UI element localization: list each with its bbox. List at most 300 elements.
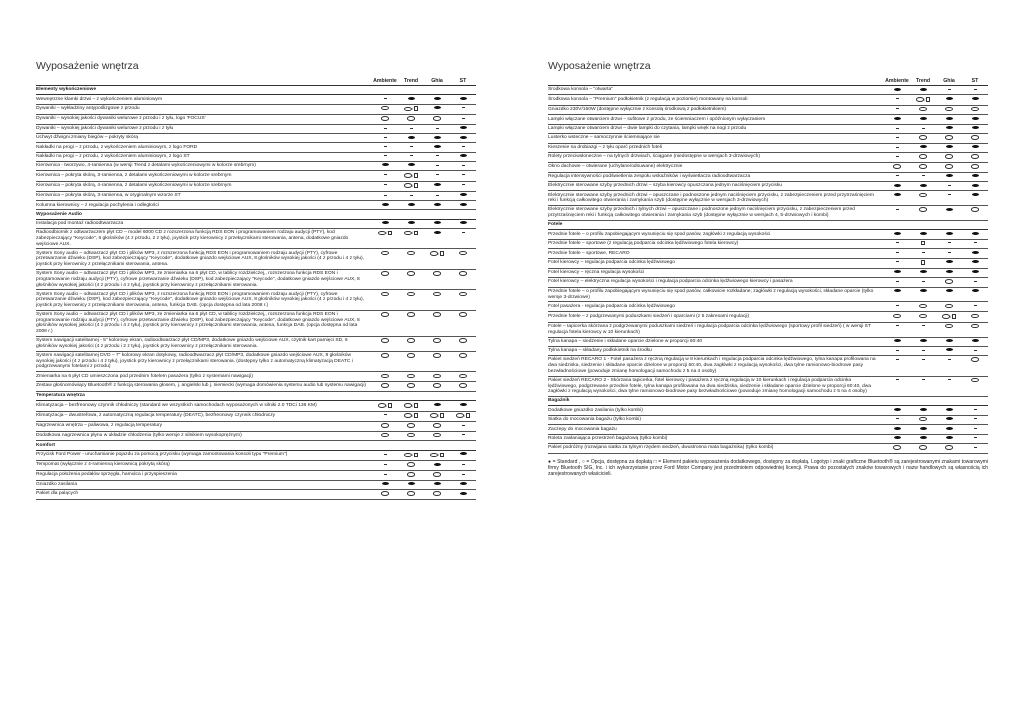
option-icon bbox=[407, 472, 415, 476]
cell-trend bbox=[398, 423, 424, 429]
standard-icon bbox=[946, 145, 953, 151]
cell-st bbox=[450, 292, 476, 298]
cell-trend bbox=[398, 230, 424, 237]
cell-trend bbox=[910, 279, 936, 285]
option-icon bbox=[971, 154, 979, 160]
cell-st bbox=[962, 445, 988, 451]
cell-trend bbox=[398, 135, 424, 141]
standard-icon bbox=[920, 145, 927, 151]
option-icon bbox=[945, 107, 953, 113]
option-package-icon bbox=[404, 173, 419, 180]
not-available-dash bbox=[384, 452, 387, 458]
cell-ambiente bbox=[372, 230, 398, 237]
cell-trend bbox=[398, 271, 424, 277]
not-available-dash bbox=[922, 325, 925, 326]
not-available-dash bbox=[922, 348, 925, 354]
option-package-icon bbox=[404, 403, 419, 410]
standard-icon bbox=[408, 482, 415, 485]
option-icon bbox=[971, 324, 979, 328]
cell-trend bbox=[910, 174, 936, 180]
col-ghia: Ghia bbox=[431, 78, 443, 84]
cell-trend bbox=[398, 106, 424, 113]
cell-trend bbox=[910, 445, 936, 451]
not-available-dash bbox=[896, 359, 899, 360]
standard-icon bbox=[460, 135, 467, 141]
cell-ambiente bbox=[372, 292, 398, 298]
standard-icon bbox=[946, 174, 953, 177]
table-row bbox=[548, 312, 988, 322]
package-icon bbox=[440, 413, 445, 418]
option-icon bbox=[893, 445, 901, 449]
feature-description: Radioodbiornik z odtwarzaczem płyt CD – model 6000 CD z rozszerzona funkcją RDS EON i programowaniem rodzaju audycji (PTY), kod zabezpieczający "Keycode", 6 głośników (4 z przodu, 2 z tyłu), joystick przy kierownicy z przełącznikami sterowania, antena, dodatkowe gniazdo wejściowe AUX. bbox=[36, 230, 349, 247]
cell-ambiente bbox=[884, 445, 910, 451]
cell-trend bbox=[398, 116, 424, 122]
not-available-dash bbox=[974, 242, 977, 243]
option-icon bbox=[971, 314, 979, 318]
standard-icon bbox=[946, 97, 953, 100]
standard-icon bbox=[382, 221, 389, 227]
column-headers bbox=[36, 77, 476, 85]
option-icon bbox=[919, 314, 927, 318]
feature-description: Lusterko wsteczne – samoczynnie ściemniające sie bbox=[548, 135, 660, 141]
cell-ambiente bbox=[372, 116, 398, 122]
standard-icon bbox=[946, 427, 953, 430]
not-available-dash bbox=[462, 116, 465, 122]
cell-ghia bbox=[936, 348, 962, 354]
not-available-dash bbox=[436, 193, 439, 199]
cell-st bbox=[962, 135, 988, 141]
standard-icon bbox=[972, 251, 979, 254]
table-row bbox=[548, 435, 988, 444]
table-row bbox=[36, 490, 476, 500]
feature-description: System Sony audio – odtwarzacz płyt CD i plików MP3, ze zmieniarka na 6 płyt CD, w tablicy rozdzielczej,, rozszerzona funkcja RDS EON i programowanie rodzaju audycji (PTY), cyfrowe przetwarzanie dźwieku (DSP), kod zabezpieczający "Keycode", dodatkowe gniazdo wejściowe AUX, 8 głośników wysokiej jakości (4 z przodu i 4 z tyłu), joystick przy kierownicy z przełącznikami sterowania. bbox=[36, 271, 360, 288]
standard-icon bbox=[946, 145, 953, 148]
standard-icon bbox=[946, 270, 953, 276]
option-icon bbox=[459, 353, 467, 359]
cell-ghia bbox=[936, 174, 962, 180]
standard-icon bbox=[382, 163, 389, 169]
option-icon bbox=[433, 472, 441, 478]
option-icon bbox=[430, 453, 438, 457]
cell-trend bbox=[398, 145, 424, 151]
feature-description: Pakiet podróżny (rozwijana siatka za tylnym rzędem siedzeń, dwustronna mata bagażnika) (tylko kombi) bbox=[548, 445, 774, 451]
not-available-dash bbox=[896, 241, 899, 247]
cell-ambiente bbox=[372, 472, 398, 478]
standard-icon bbox=[434, 203, 441, 209]
feature-description: System Sony audio – odtwarzacz płyt CD i plików MP3, z rozszerzona funkcją RDS EON i programowaniem rodzaju audycji (PTY), cyfrowe przetwarzanie dźwieku (DSP), kod zabezpieczający "Keycode", dodatkowe gniazdo wejściowe AUX, 8 głośników wysokiej jakości (4 z przodu i 4 z tyłu), joystick przy kierownicy z przełącznikami sterowania, antena. bbox=[36, 250, 365, 268]
standard-icon bbox=[920, 232, 927, 238]
cell-st bbox=[450, 353, 476, 359]
cell-ghia bbox=[936, 324, 962, 330]
not-available-dash bbox=[896, 357, 899, 363]
option-icon bbox=[404, 453, 412, 457]
cell-ambiente bbox=[372, 491, 398, 497]
cell-trend bbox=[398, 126, 424, 132]
cell-ambiente bbox=[884, 357, 910, 363]
standard-icon bbox=[972, 126, 979, 129]
standard-icon bbox=[972, 97, 979, 100]
feature-description: Przycisk Ford Power - uruchamianie pojazdu za pomocą przycisku (wymaga zamontowania konsoli typu "Premium") bbox=[36, 452, 288, 458]
not-available-dash bbox=[896, 98, 899, 99]
standard-icon bbox=[946, 289, 953, 295]
not-available-dash bbox=[436, 128, 439, 129]
option-icon bbox=[456, 413, 464, 417]
table-row bbox=[36, 134, 476, 143]
cell-trend bbox=[910, 183, 936, 189]
feature-description: Przednie fotele – z podgrzewanymi poduszkami siedzeń i oparciami (z 5 zakresami regulacji) bbox=[548, 313, 750, 319]
not-available-dash bbox=[948, 359, 951, 360]
cell-st bbox=[450, 163, 476, 169]
standard-icon bbox=[972, 117, 979, 123]
cell-ambiente bbox=[372, 106, 398, 112]
standard-icon bbox=[460, 193, 467, 196]
standard-icon bbox=[946, 408, 953, 414]
not-available-dash bbox=[974, 437, 977, 438]
feature-description: System Sony audio – odtwarzacz płyt CD i plików MP3, z rozszerzona funkcją RDS EON i programowaniem rodzaju audycji (PTY), cyfrowe przetwarzanie dźwieku (DSP), kod zabezpieczający "Keycode", dodatkowe gniazdo wejściowe AUX, 8 głośników wysokiej jakości (4 z przodu i 4 z tyłu), joystick przy kierownicy z przełącznikami sterowania, antena, funkcja DAB. (opcja dostępna od lata 2008 r.) bbox=[36, 291, 365, 308]
standard-icon bbox=[434, 183, 441, 189]
standard-icon bbox=[946, 417, 953, 420]
cell-trend bbox=[910, 408, 936, 414]
separator-slash: / bbox=[924, 96, 926, 102]
package-icon bbox=[921, 260, 926, 265]
option-icon bbox=[381, 433, 389, 437]
not-available-dash bbox=[384, 195, 387, 196]
standard-icon bbox=[434, 230, 441, 236]
table-row bbox=[548, 206, 988, 221]
option-icon bbox=[407, 374, 415, 380]
feature-description: Zmieniarka na 6 płyt CD umieszczona pod przednim fotelem pasażera (tylko z systemami nawigacji) bbox=[36, 373, 253, 379]
section-header-row bbox=[548, 397, 988, 406]
not-available-dash bbox=[896, 252, 899, 253]
standard-icon bbox=[434, 221, 441, 227]
standard-icon bbox=[972, 270, 979, 273]
not-available-dash bbox=[462, 464, 465, 465]
standard-icon bbox=[408, 97, 415, 100]
standard-icon bbox=[382, 482, 389, 488]
option-icon bbox=[459, 383, 467, 389]
feature-description: System nawigacji satelitarnej DVD – 7" kolorowy ekran dotykowy, radioodtwarzacz płyt CD/MP3, dodatkowe gniazdo wejściowe AUX, 8 głośników wysokiej jakości (4 z przodu i 4 z tyłu), joystick przy kierownicy z przełącznikami sterowania. (dostępny tylko z automatyczną klimatyzacją DEATC i podgrzewanymi fotelami z przodu) bbox=[36, 353, 353, 370]
standard-icon bbox=[946, 208, 953, 211]
package-icon bbox=[926, 97, 931, 102]
cell-trend bbox=[910, 232, 936, 238]
not-available-dash bbox=[896, 251, 899, 257]
table-row bbox=[548, 278, 988, 288]
table-row bbox=[36, 412, 476, 422]
not-available-dash bbox=[410, 128, 413, 129]
not-available-dash bbox=[948, 379, 951, 380]
standard-icon bbox=[920, 184, 927, 187]
cell-ghia bbox=[424, 403, 450, 409]
standard-icon bbox=[946, 339, 953, 345]
option-icon bbox=[459, 353, 467, 357]
cell-st bbox=[962, 126, 988, 132]
standard-icon bbox=[434, 106, 441, 112]
not-available-dash bbox=[974, 279, 977, 285]
cell-ambiente bbox=[884, 154, 910, 160]
option-icon bbox=[945, 445, 953, 451]
cell-ghia bbox=[936, 408, 962, 414]
option-icon bbox=[407, 251, 415, 255]
cell-trend bbox=[910, 314, 936, 320]
table-row bbox=[548, 269, 988, 278]
standard-icon bbox=[894, 436, 901, 439]
standard-icon bbox=[894, 232, 901, 238]
feature-description: Zestaw głośnomówiący Bluetooth® z funkcją sterowania głosem, j. angielski lub j. niemiecki (wymaga domówienia systemu audio lub systemu nawigacji) bbox=[36, 383, 367, 389]
cell-ambiente bbox=[372, 271, 398, 277]
option-icon bbox=[433, 271, 441, 275]
option-icon bbox=[919, 135, 927, 141]
not-available-dash bbox=[896, 378, 899, 384]
option-icon bbox=[893, 164, 901, 168]
option-icon bbox=[381, 251, 389, 255]
table-row bbox=[548, 240, 988, 250]
standard-icon bbox=[382, 221, 389, 224]
cell-ghia bbox=[936, 97, 962, 103]
cell-st bbox=[450, 462, 476, 468]
cell-trend bbox=[398, 173, 424, 180]
col-ghia: Ghia bbox=[943, 78, 955, 84]
table-row bbox=[36, 471, 476, 481]
standard-icon bbox=[408, 221, 415, 224]
standard-icon bbox=[434, 403, 441, 409]
option-icon bbox=[430, 413, 438, 417]
standard-icon bbox=[434, 135, 441, 141]
option-icon bbox=[893, 314, 901, 318]
option-package-icon bbox=[378, 403, 393, 410]
standard-icon bbox=[434, 97, 441, 103]
cell-ambiente bbox=[884, 348, 910, 354]
section-title: Fotele bbox=[548, 222, 563, 228]
not-available-dash bbox=[974, 409, 977, 410]
option-icon bbox=[945, 135, 953, 139]
standard-icon bbox=[894, 88, 901, 91]
cell-ambiente bbox=[372, 423, 398, 429]
feature-description: Regulacja intensywności podświetlenia zespołu wskaźników i wyświetlacza radioodtwarzacza bbox=[548, 174, 751, 180]
cell-st bbox=[962, 107, 988, 113]
cell-st bbox=[450, 482, 476, 488]
standard-icon bbox=[408, 136, 415, 139]
standard-icon bbox=[972, 260, 979, 263]
option-icon bbox=[407, 491, 415, 495]
option-icon bbox=[942, 314, 950, 318]
cell-st bbox=[450, 135, 476, 141]
cell-ghia bbox=[424, 97, 450, 103]
standard-icon bbox=[894, 270, 901, 273]
table-row bbox=[548, 163, 988, 173]
standard-icon bbox=[408, 221, 415, 227]
table-row bbox=[36, 451, 476, 461]
not-available-dash bbox=[384, 146, 387, 147]
cell-trend bbox=[910, 126, 936, 132]
standard-icon bbox=[920, 117, 927, 120]
table-row bbox=[548, 106, 988, 116]
option-icon bbox=[433, 338, 441, 344]
table-row bbox=[548, 347, 988, 356]
not-available-dash bbox=[896, 108, 899, 109]
package-icon bbox=[440, 453, 445, 458]
cell-st bbox=[450, 312, 476, 318]
cell-st bbox=[450, 230, 476, 236]
separator-slash: / bbox=[386, 402, 388, 408]
standard-icon bbox=[920, 289, 927, 295]
not-available-dash bbox=[948, 193, 951, 199]
equipment-table-right bbox=[548, 85, 988, 454]
cell-ghia bbox=[936, 251, 962, 257]
option-icon bbox=[971, 164, 979, 168]
standard-icon bbox=[972, 97, 979, 103]
not-available-dash bbox=[410, 155, 413, 156]
not-available-dash bbox=[462, 425, 465, 426]
standard-icon bbox=[434, 462, 441, 468]
feature-description: Kierownica – pokryta skórą, 3-ramienna, z detalami wykończeniowymi w kolorze srebrnym bbox=[36, 172, 232, 178]
feature-description: Fotel kierowcy – ręczna regulacja wysokości bbox=[548, 269, 645, 275]
not-available-dash bbox=[896, 242, 899, 243]
not-available-dash bbox=[462, 163, 465, 169]
standard-icon bbox=[894, 289, 901, 292]
cell-st bbox=[450, 413, 476, 420]
option-icon bbox=[381, 423, 389, 427]
not-available-dash bbox=[384, 183, 387, 189]
option-icon bbox=[433, 271, 441, 277]
option-icon bbox=[919, 193, 927, 199]
feature-description: Pakiet siedzeń RECARO 1 - Fotel pasażera z ręczną regulacją w 8 kierunkach i regulacja podparcia odcinka lędźwiowego, tylna kanapa profilowana na dwa siedziska, siedzenie i składane oparcie dzielone w proporcji 60:40, dwa zagłówki z regulacją wysokości, dwa tylne ramionowo-biodrowe pasy bezwładnościowe (powoduje zmianę homologacji samochodu z 5 na 4 osoby) bbox=[548, 357, 876, 374]
option-icon bbox=[381, 116, 389, 122]
feature-description: Fotel kierowcy – elektryczna regulacja wysokości i regulacja podparcia odcinka lędźwiowego kierowcy i pasażera bbox=[548, 279, 793, 285]
cell-ghia bbox=[424, 433, 450, 439]
standard-icon bbox=[408, 163, 415, 166]
cell-ghia bbox=[936, 207, 962, 213]
left-page bbox=[36, 0, 476, 500]
option-icon bbox=[459, 271, 467, 275]
cell-ambiente bbox=[372, 374, 398, 380]
not-available-dash bbox=[974, 408, 977, 414]
cell-ghia bbox=[936, 117, 962, 123]
cell-st bbox=[450, 251, 476, 257]
cell-ambiente bbox=[884, 164, 910, 170]
standard-icon bbox=[894, 117, 901, 123]
section-header-row bbox=[36, 441, 476, 450]
not-available-dash bbox=[384, 154, 387, 160]
cell-trend bbox=[910, 107, 936, 113]
cell-trend bbox=[398, 482, 424, 488]
standard-icon bbox=[408, 203, 415, 206]
option-icon bbox=[919, 135, 927, 139]
cell-ghia bbox=[936, 154, 962, 160]
table-row bbox=[548, 85, 988, 95]
option-icon bbox=[433, 491, 441, 497]
standard-icon bbox=[382, 163, 389, 166]
not-available-dash bbox=[896, 145, 899, 151]
not-available-dash bbox=[922, 251, 925, 257]
standard-icon bbox=[946, 260, 953, 263]
option-icon bbox=[407, 374, 415, 378]
cell-trend bbox=[910, 251, 936, 257]
not-available-dash bbox=[384, 97, 387, 103]
cell-trend bbox=[910, 339, 936, 345]
option-icon bbox=[919, 107, 927, 113]
standard-icon bbox=[972, 145, 979, 148]
standard-icon bbox=[972, 126, 979, 132]
not-available-dash bbox=[896, 137, 899, 138]
feature-description: Okno dachowe – otwierane (uchylane/odsuwane) elektrycznie bbox=[548, 164, 683, 170]
cell-ghia bbox=[936, 193, 962, 199]
standard-icon bbox=[972, 339, 979, 345]
not-available-dash bbox=[462, 230, 465, 236]
table-row bbox=[36, 95, 476, 104]
cell-ambiente bbox=[372, 173, 398, 179]
table-row bbox=[36, 115, 476, 125]
page-title: Wyposażenie wnętrza bbox=[548, 60, 651, 72]
standard-icon bbox=[972, 289, 979, 292]
cell-ghia bbox=[424, 472, 450, 478]
option-icon bbox=[433, 374, 441, 380]
option-icon bbox=[893, 314, 901, 320]
cell-ghia bbox=[936, 270, 962, 276]
standard-icon bbox=[920, 183, 927, 189]
standard-icon bbox=[434, 463, 441, 466]
standard-icon bbox=[460, 221, 467, 227]
col-trend: Trend bbox=[915, 78, 931, 84]
table-row bbox=[36, 105, 476, 115]
not-available-dash bbox=[896, 147, 899, 148]
standard-icon bbox=[434, 106, 441, 109]
cell-ambiente bbox=[372, 383, 398, 389]
not-available-dash bbox=[974, 305, 977, 306]
standard-icon bbox=[946, 232, 953, 238]
standard-icon bbox=[946, 436, 953, 442]
not-available-dash bbox=[462, 423, 465, 429]
standard-icon bbox=[920, 408, 927, 411]
cell-trend bbox=[910, 145, 936, 151]
cell-trend bbox=[398, 452, 424, 459]
not-available-dash bbox=[974, 89, 977, 90]
cell-st bbox=[962, 378, 988, 384]
feature-description: Kierownica – pokryta skórą, 3-ramienna, w oryginalnym wzorze ST bbox=[36, 193, 181, 199]
cell-st bbox=[450, 452, 476, 458]
option-icon bbox=[407, 251, 415, 257]
option-icon bbox=[919, 154, 927, 158]
standard-icon bbox=[972, 251, 979, 257]
feature-description: Pakiet siedzeń RECARO 2 - Skórzana tapicerka, fotel kierowcy i pasażera z ręczną regulacją w 10 kierunkach i regulacja podparcia odcinka lędźwiowego, podgrzewane przednie fotele, tylna kanapa profilowana na dwa siedziska, siedzenie i składane oparcie dzielone w proporcji 60:40, dwa zagłówki z regulacją wysokości, dwa tylne ramionowo-biodrowe pasy bezwładnościowe (powoduje zmianę homologacji samochodu z 5 na 4 osoby) bbox=[548, 377, 871, 395]
cell-st bbox=[962, 232, 988, 238]
table-row bbox=[36, 422, 476, 432]
standard-icon bbox=[946, 126, 953, 129]
cell-ghia bbox=[936, 445, 962, 451]
option-icon bbox=[945, 154, 953, 160]
section-header-row bbox=[548, 221, 988, 230]
not-available-dash bbox=[922, 379, 925, 380]
cell-st bbox=[962, 324, 988, 330]
not-available-dash bbox=[462, 434, 465, 435]
cell-st bbox=[450, 271, 476, 277]
cell-ghia bbox=[936, 339, 962, 345]
standard-icon bbox=[920, 232, 927, 235]
option-icon bbox=[430, 251, 438, 255]
not-available-dash bbox=[896, 324, 899, 330]
cell-st bbox=[962, 417, 988, 423]
cell-ambiente bbox=[884, 174, 910, 180]
standard-icon bbox=[946, 417, 953, 423]
option-icon bbox=[919, 107, 927, 111]
option-icon bbox=[433, 383, 441, 387]
cell-trend bbox=[910, 417, 936, 423]
not-available-dash bbox=[948, 87, 951, 93]
cell-trend bbox=[910, 348, 936, 354]
option-icon bbox=[919, 417, 927, 423]
package-icon bbox=[414, 413, 419, 418]
option-icon bbox=[919, 445, 927, 451]
not-available-dash bbox=[436, 155, 439, 156]
